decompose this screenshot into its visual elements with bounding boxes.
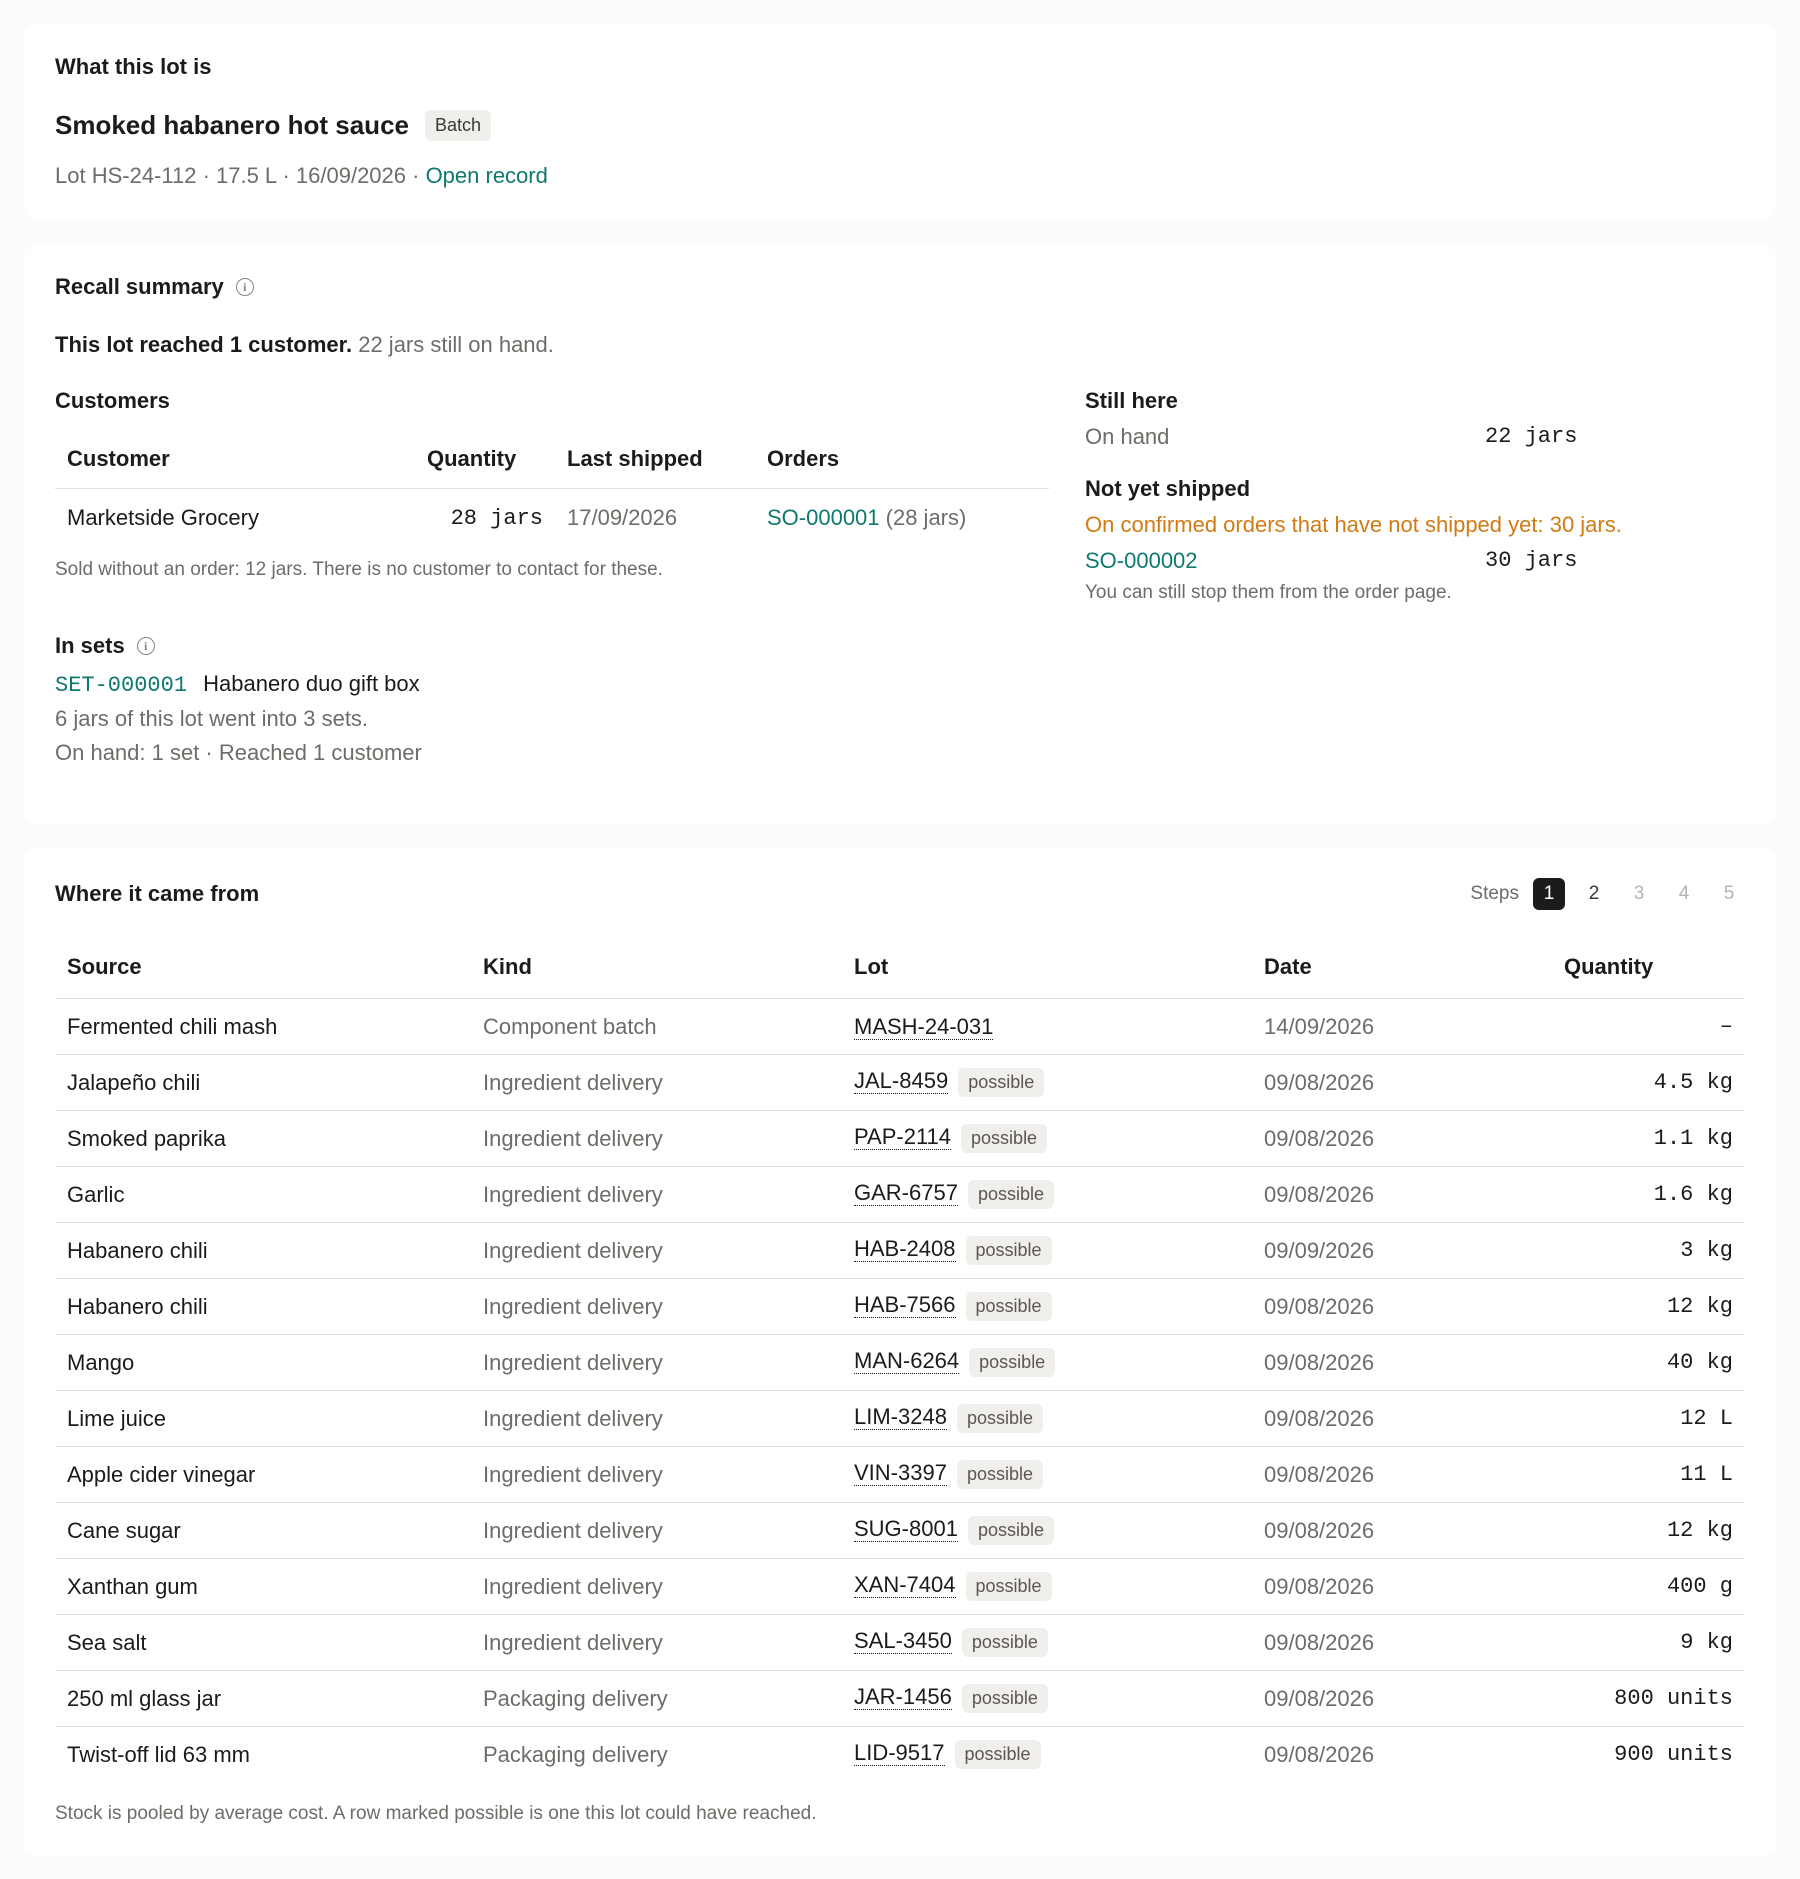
source-date: 09/08/2026: [1252, 1447, 1552, 1503]
pending-order-row: [1085, 548, 1745, 574]
source-name: Habanero chili: [55, 1279, 471, 1335]
recall-left-column: [55, 388, 1049, 766]
step-2[interactable]: 2: [1588, 883, 1600, 904]
pending-order-value: 30 jars: [1485, 548, 1578, 573]
source-quantity: 900 units: [1614, 1742, 1733, 1768]
set-code-link[interactable]: SET-000001: [55, 673, 188, 698]
sets-title: In sets: [55, 633, 125, 658]
source-name: Apple cider vinegar: [55, 1447, 471, 1503]
source-lot-cell: [842, 1335, 1252, 1391]
lot-code-link[interactable]: LIM-3248: [854, 1404, 947, 1429]
source-kind: Ingredient delivery: [471, 1615, 842, 1671]
still-here-title: Still here: [1085, 388, 1178, 413]
customers-header-row: [55, 434, 1049, 489]
source-header-kind: Kind: [471, 934, 842, 999]
source-lot-cell: [842, 1559, 1252, 1615]
lot-card: [24, 24, 1776, 220]
source-row: [55, 1391, 1745, 1447]
customer-orders-cell: [755, 489, 1049, 548]
batch-badge: Batch: [425, 110, 491, 141]
possible-badge: possible: [961, 1124, 1047, 1153]
lot-code-link[interactable]: VIN-3397: [854, 1460, 947, 1485]
possible-badge: possible: [968, 1516, 1054, 1545]
not-shipped-section: [1085, 476, 1745, 604]
recall-right-column: [1085, 388, 1745, 766]
source-lot-cell: [842, 1671, 1252, 1727]
source-kind: Ingredient delivery: [471, 1447, 842, 1503]
source-card: [24, 848, 1776, 1855]
customers-title: Customers: [55, 388, 170, 413]
source-quantity: 12 kg: [1552, 1279, 1745, 1335]
possible-badge: possible: [958, 1068, 1044, 1097]
customers-header-customer: Customer: [55, 434, 415, 489]
source-kind: Ingredient delivery: [471, 1335, 842, 1391]
source-row: [55, 999, 1745, 1055]
source-name: Fermented chili mash: [55, 999, 471, 1055]
source-kind: Ingredient delivery: [471, 1559, 842, 1615]
source-lot-cell: [842, 1503, 1252, 1559]
source-quantity: 9 kg: [1552, 1615, 1745, 1671]
source-date: 09/08/2026: [1264, 1741, 1375, 1767]
source-lot-cell: [842, 1223, 1252, 1279]
source-date: 09/08/2026: [1252, 1167, 1552, 1223]
steps-pager: [1470, 878, 1745, 910]
possible-badge: possible: [957, 1460, 1043, 1489]
source-row: [55, 1055, 1745, 1111]
source-kind: Ingredient delivery: [471, 1111, 842, 1167]
source-name: 250 ml glass jar: [55, 1671, 471, 1727]
still-here-section: [1085, 388, 1745, 450]
recall-card: [24, 244, 1776, 824]
source-lot-cell: [842, 1447, 1252, 1503]
source-quantity: 4.5 kg: [1552, 1055, 1745, 1111]
source-kind: Ingredient delivery: [471, 1503, 842, 1559]
not-shipped-note: You can still stop them from the order page.: [1085, 582, 1452, 603]
source-lot-cell: [842, 1111, 1252, 1167]
possible-badge: possible: [962, 1684, 1048, 1713]
source-name: Smoked paprika: [55, 1111, 471, 1167]
sold-without-order-note: Sold without an order: 12 jars. There is no customer to contact for these.: [55, 559, 663, 580]
customer-row: [55, 489, 1049, 548]
sets-block: [55, 633, 1049, 766]
source-date: 09/08/2026: [1252, 1391, 1552, 1447]
source-date: 09/08/2026: [1252, 1671, 1552, 1727]
order-quantity: (28 jars): [879, 505, 967, 530]
order-link[interactable]: SO-000001: [767, 505, 880, 530]
source-header: [55, 878, 1745, 910]
source-footnote: Stock is pooled by average cost. A row marked possible is one this lot could have reached.: [55, 1802, 817, 1824]
source-header-quantity: Quantity: [1552, 934, 1745, 999]
lot-code-link[interactable]: SUG-8001: [854, 1516, 958, 1541]
product-row: [55, 110, 1745, 141]
source-quantity: 400 g: [1552, 1559, 1745, 1615]
lot-code-link[interactable]: PAP-2114: [854, 1124, 952, 1149]
source-lot-cell: [842, 1615, 1252, 1671]
source-lot-cell: [842, 1391, 1252, 1447]
source-row: [55, 1223, 1745, 1279]
lot-code-link[interactable]: LID-9517: [854, 1740, 945, 1766]
source-quantity: 1.1 kg: [1552, 1111, 1745, 1167]
source-date: 14/09/2026: [1252, 999, 1552, 1055]
lot-code-link[interactable]: SAL-3450: [854, 1628, 952, 1653]
source-kind: Ingredient delivery: [471, 1223, 842, 1279]
customer-name: Marketside Grocery: [67, 505, 259, 530]
source-row: [55, 1447, 1745, 1503]
source-quantity: 11 L: [1552, 1447, 1745, 1503]
source-quantity: 1.6 kg: [1552, 1167, 1745, 1223]
lot-code-link[interactable]: JAL-8459: [854, 1068, 949, 1093]
pending-order-link[interactable]: SO-000002: [1085, 548, 1198, 573]
source-row: [55, 1111, 1745, 1167]
source-name: Mango: [55, 1335, 471, 1391]
source-lot-cell: [842, 999, 1252, 1055]
recall-headline-strong: This lot reached 1 customer.: [55, 332, 353, 357]
set-line: [55, 671, 1049, 698]
possible-badge: possible: [969, 1348, 1055, 1377]
source-name: Xanthan gum: [55, 1559, 471, 1615]
step-5[interactable]: 5: [1723, 883, 1735, 904]
source-kind: Packaging delivery: [471, 1671, 842, 1727]
recall-grid: [55, 388, 1745, 766]
source-lot-cell: [842, 1167, 1252, 1223]
source-row: [55, 1559, 1745, 1615]
customers-header-quantity: Quantity: [415, 434, 555, 489]
recall-section-title: Recall summary: [55, 274, 224, 299]
source-kind: Ingredient delivery: [471, 1055, 842, 1111]
lot-code-link[interactable]: HAB-7566: [854, 1292, 956, 1317]
source-quantity: 800 units: [1552, 1671, 1745, 1727]
source-header-source: Source: [55, 934, 471, 999]
possible-badge: possible: [966, 1236, 1052, 1265]
customer-last-shipped: 17/09/2026: [567, 505, 678, 530]
recall-headline: [55, 332, 1745, 358]
recall-headline-rest: 22 jars still on hand.: [352, 332, 554, 357]
lot-code-link[interactable]: MASH-24-031: [854, 1013, 994, 1039]
possible-badge: possible: [966, 1292, 1052, 1321]
lot-code-link[interactable]: JAR-1456: [854, 1684, 952, 1709]
open-record-link[interactable]: Open record: [425, 163, 548, 188]
possible-badge: possible: [957, 1404, 1043, 1433]
source-kind: Component batch: [471, 999, 842, 1055]
customers-table: [55, 434, 1049, 547]
lot-code-link[interactable]: HAB-2408: [854, 1236, 956, 1261]
source-kind: Ingredient delivery: [471, 1279, 842, 1335]
lot-section-title: What this lot is: [55, 54, 212, 79]
source-name: Garlic: [55, 1167, 471, 1223]
source-date: 09/08/2026: [1252, 1503, 1552, 1559]
source-date: 09/08/2026: [1252, 1615, 1552, 1671]
source-row: [55, 1279, 1745, 1335]
source-row: [55, 1615, 1745, 1671]
source-date: 09/08/2026: [1252, 1055, 1552, 1111]
source-table: [55, 934, 1745, 1783]
source-kind: Ingredient delivery: [471, 1167, 842, 1223]
source-lot-cell: [842, 1279, 1252, 1335]
source-quantity: 12 L: [1552, 1391, 1745, 1447]
info-icon[interactable]: i: [236, 278, 254, 296]
lot-meta-text: Lot HS-24-112 · 17.5 L · 16/09/2026 ·: [55, 163, 426, 188]
source-table-body: [55, 999, 1745, 1783]
source-header-lot: Lot: [842, 934, 1252, 999]
source-name: Twist-off lid 63 mm: [67, 1741, 250, 1767]
source-lot-cell: [842, 1055, 1252, 1111]
lot-code-link[interactable]: GAR-6757: [854, 1180, 958, 1205]
possible-badge: possible: [966, 1572, 1052, 1601]
steps-label: Steps: [1470, 883, 1519, 904]
source-section-title: Where it came from: [55, 881, 260, 906]
source-header-row: [55, 934, 1745, 999]
source-row: [55, 1727, 1745, 1783]
step-1[interactable]: 1: [1533, 878, 1565, 910]
on-hand-row: [1085, 424, 1745, 450]
source-row: [55, 1167, 1745, 1223]
source-date: 09/08/2026: [1252, 1111, 1552, 1167]
source-lot-cell: [842, 1727, 1252, 1783]
customer-quantity: 28 jars: [450, 505, 543, 531]
sets-info-icon[interactable]: i: [137, 637, 155, 655]
set-detail-2: On hand: 1 set · Reached 1 customer: [55, 740, 422, 765]
set-detail-1: 6 jars of this lot went into 3 sets.: [55, 706, 369, 731]
source-date: 09/09/2026: [1252, 1223, 1552, 1279]
customers-header-orders: Orders: [755, 434, 1049, 489]
source-name: Sea salt: [55, 1615, 471, 1671]
lot-code-link[interactable]: XAN-7404: [854, 1572, 956, 1597]
source-name: Cane sugar: [55, 1503, 471, 1559]
not-shipped-title: Not yet shipped: [1085, 476, 1251, 501]
customers-header-last-shipped: Last shipped: [555, 434, 755, 489]
source-date: 09/08/2026: [1252, 1335, 1552, 1391]
source-name: Habanero chili: [55, 1223, 471, 1279]
not-shipped-warning: On confirmed orders that have not shipped yet: 30 jars.: [1085, 512, 1622, 537]
on-hand-label: On hand: [1085, 424, 1170, 449]
source-quantity: –: [1552, 999, 1745, 1055]
possible-badge: possible: [968, 1180, 1054, 1209]
source-kind: Ingredient delivery: [471, 1391, 842, 1447]
source-kind: Packaging delivery: [483, 1741, 668, 1767]
source-date: 09/08/2026: [1252, 1279, 1552, 1335]
step-4[interactable]: 4: [1678, 883, 1690, 904]
source-row: [55, 1671, 1745, 1727]
source-date: 09/08/2026: [1252, 1559, 1552, 1615]
source-quantity: 3 kg: [1552, 1223, 1745, 1279]
product-name: Smoked habanero hot sauce: [55, 110, 409, 140]
source-header-date: Date: [1252, 934, 1552, 999]
set-name: Habanero duo gift box: [203, 671, 420, 696]
source-quantity: 12 kg: [1552, 1503, 1745, 1559]
lot-meta: [55, 163, 1745, 189]
source-quantity: 40 kg: [1552, 1335, 1745, 1391]
possible-badge: possible: [962, 1628, 1048, 1657]
source-row: [55, 1335, 1745, 1391]
source-name: Lime juice: [55, 1391, 471, 1447]
step-3[interactable]: 3: [1633, 883, 1645, 904]
possible-badge: possible: [955, 1740, 1041, 1769]
recall-title-row: [55, 274, 1745, 300]
lot-code-link[interactable]: MAN-6264: [854, 1348, 960, 1373]
on-hand-value: 22 jars: [1485, 424, 1578, 449]
source-row: [55, 1503, 1745, 1559]
source-name: Jalapeño chili: [55, 1055, 471, 1111]
sets-title-row: [55, 633, 1049, 659]
